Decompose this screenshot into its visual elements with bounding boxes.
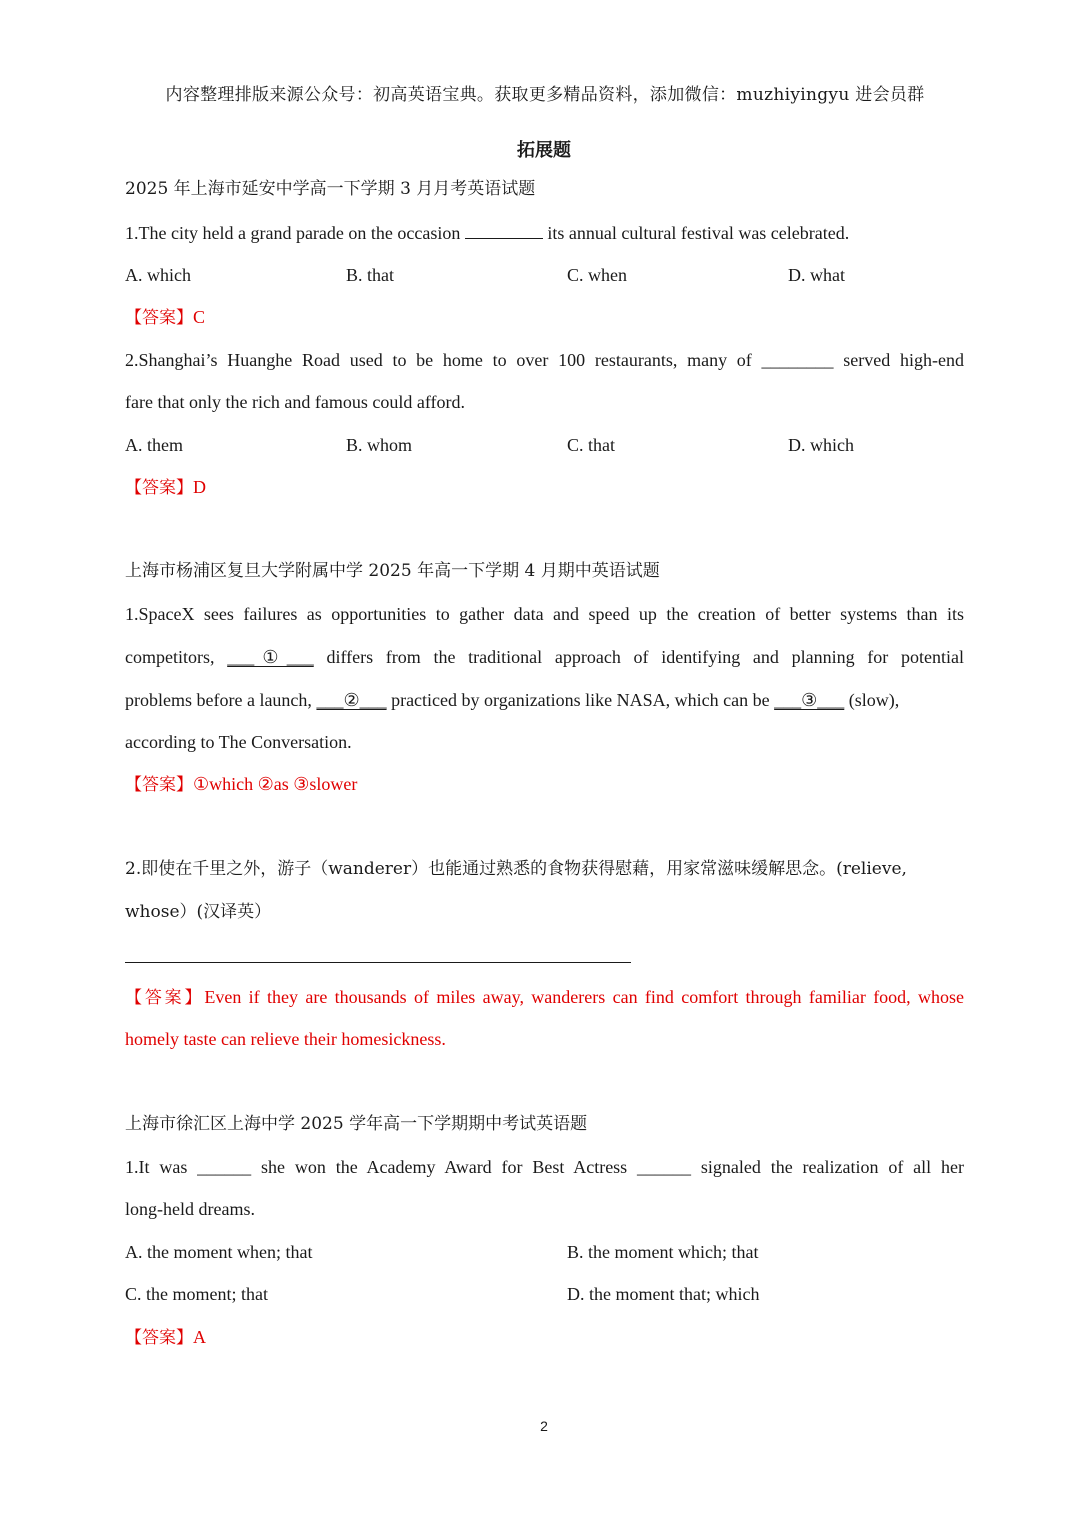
question-text-part: 1.The city held a grand parade on the occasion	[125, 223, 465, 243]
option-a: A. which	[125, 265, 191, 285]
writing-line	[125, 962, 631, 963]
option-b: B. whom	[346, 435, 413, 455]
section-heading: 上海市徐汇区上海中学 2025 学年高一下学期期中考试英语题	[125, 1114, 588, 1134]
question-text-part: its annual cultural festival was celebrated.	[542, 223, 850, 243]
question-text	[125, 688, 964, 712]
answer-label: 【答案】	[125, 308, 193, 328]
question-text	[125, 220, 964, 245]
question-text-part: problems before a launch,	[125, 690, 317, 710]
question-text-part: practiced by organizations like NASA, which can be	[386, 690, 775, 710]
option-c: C. that	[567, 435, 615, 455]
answer-value: A	[193, 1327, 206, 1347]
answer-value: Even if they are thousands of miles away, wanderers can find comfort through familiar food, whose	[204, 987, 965, 1007]
question-text-part: differs from the traditional approach of identifying and planning for potential	[313, 647, 964, 667]
section-heading: 2025 年上海市延安中学高一下学期 3 月月考英语试题	[125, 179, 536, 199]
question-text: long-held dreams.	[125, 1199, 255, 1219]
option-a: A. the moment when; that	[125, 1242, 313, 1262]
option-b: B. that	[346, 265, 394, 285]
question-text: 2.即使在千里之外，游子（wanderer）也能通过熟悉的食物获得慰藉，用家常滋味缓解思念。(relieve,	[125, 859, 907, 879]
page-header: 内容整理排版来源公众号：初高英语宝典。获取更多精品资料，添加微信：muzhiyingyu 进会员群	[165, 85, 925, 105]
section-heading: 上海市杨浦区复旦大学附属中学 2025 年高一下学期 4 月期中英语试题	[125, 561, 660, 581]
answer-line	[125, 1325, 964, 1350]
answer-blank: ___②___	[316, 690, 387, 710]
question-text: 2.Shanghai’s Huanghe Road used to be home to over 100 restaurants, many of ________ served high-end	[125, 350, 964, 370]
question-text: whose）(汉译英）	[125, 902, 272, 922]
page-number: 2	[540, 1418, 548, 1434]
answer-label: 【答案】	[125, 478, 193, 498]
option-d: D. what	[788, 265, 845, 285]
question-text: according to The Conversation.	[125, 732, 352, 752]
question-text: 1.SpaceX sees failures as opportunities to gather data and speed up the creation of better systems than its	[125, 604, 964, 624]
question-text	[125, 645, 964, 669]
answer-blank	[465, 220, 543, 239]
answer-line	[125, 475, 964, 500]
question-text-part: (slow),	[844, 690, 900, 710]
answer-line	[125, 985, 964, 1010]
answer-label: 【答案】	[125, 988, 205, 1008]
answer-label: 【答案】	[125, 1328, 193, 1348]
option-c: C. the moment; that	[125, 1284, 268, 1304]
question-text: 1.It was ______ she won the Academy Award for Best Actress ______ signaled the realization of all her	[125, 1157, 964, 1177]
option-c: C. when	[567, 265, 627, 285]
answer-value: ①which ②as ③slower	[193, 774, 358, 794]
answer-value: C	[193, 307, 206, 327]
answer-value: D	[193, 477, 206, 497]
option-d: D. which	[788, 435, 854, 455]
answer-blank: ___③___	[774, 690, 845, 710]
answer-line	[125, 305, 964, 330]
answer-line	[125, 772, 964, 797]
question-text: fare that only the rich and famous could afford.	[125, 392, 466, 412]
option-b: B. the moment which; that	[567, 1242, 759, 1262]
answer-line-continued: homely taste can relieve their homesickness.	[125, 1029, 446, 1049]
option-d: D. the moment that; which	[567, 1284, 760, 1304]
answer-blank: ___①___	[227, 647, 314, 667]
page-title: 拓展题	[517, 140, 571, 161]
option-a: A. them	[125, 435, 183, 455]
question-text-part: competitors,	[125, 647, 228, 667]
answer-label: 【答案】	[125, 775, 193, 795]
